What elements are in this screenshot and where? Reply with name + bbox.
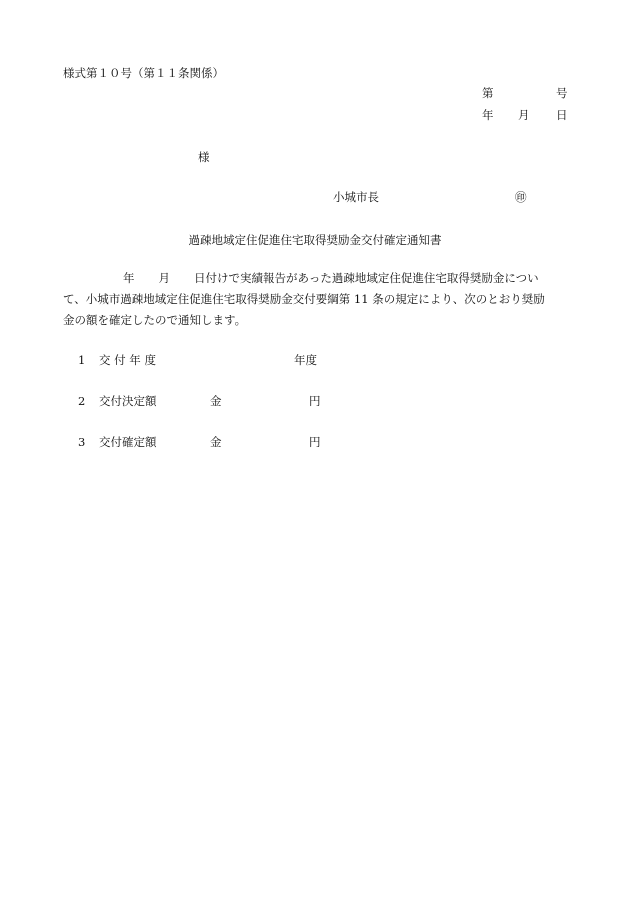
date-month-label: 月: [518, 108, 530, 122]
body-year-label: 年: [123, 271, 135, 285]
item-prefix-kin: 金: [210, 394, 222, 408]
item-number: 1: [78, 353, 86, 367]
date-year-label: 年: [482, 108, 494, 122]
item-unit-fiscal-year: 年度: [294, 353, 317, 367]
item-number: 3: [78, 435, 86, 449]
item-unit-yen: 円: [309, 435, 321, 449]
date-day-label: 日: [556, 108, 568, 122]
item-label-confirmed-amount: 交付確定額: [99, 435, 157, 449]
document-number-prefix: 第: [482, 86, 494, 100]
body-paragraph: [63, 268, 571, 331]
body-line-3: 金の額を確定したので通知します。: [63, 313, 247, 327]
item-number: 2: [78, 394, 86, 408]
seal-mark: ㊞: [515, 190, 527, 204]
body-month-label: 月: [158, 271, 170, 285]
document-number-suffix: 号: [556, 86, 568, 100]
item-label-decided-amount: 交付決定額: [99, 394, 157, 408]
item-label-fiscal-year: 交 付 年 度: [99, 353, 156, 367]
body-line-1: [63, 268, 571, 289]
document-title: 過疎地域定住促進住宅取得奨励金交付確定通知書: [188, 233, 442, 247]
issuer-name: 小城市長: [333, 190, 379, 204]
body-line-2: て、小城市過疎地域定住促進住宅取得奨励金交付要綱第 11 条の規定により、次のとおり奨励: [63, 292, 545, 306]
form-number: 様式第１０号（第１１条関係）: [63, 66, 224, 80]
item-prefix-kin: 金: [210, 435, 222, 449]
body-line-1-text: 日付けで実績報告があった過疎地域定住促進住宅取得奨励金につい: [194, 271, 539, 285]
addressee-honorific: 様: [198, 150, 210, 164]
item-unit-yen: 円: [309, 394, 321, 408]
